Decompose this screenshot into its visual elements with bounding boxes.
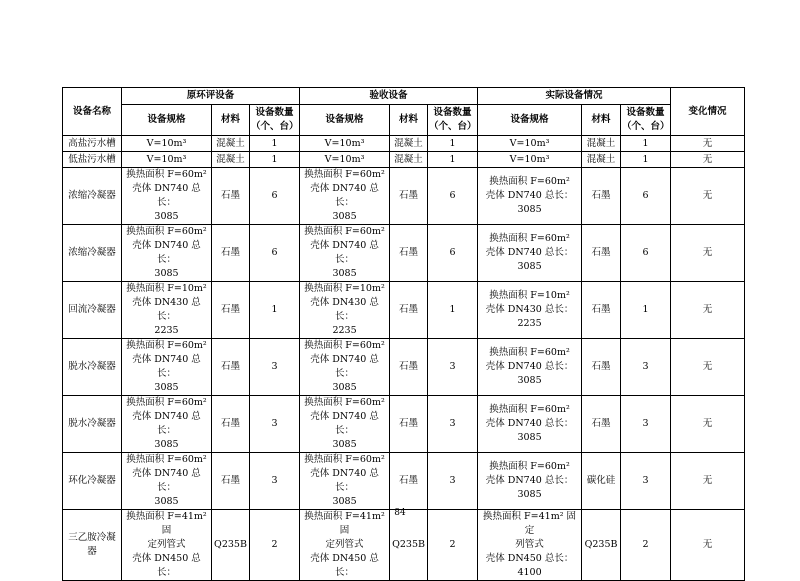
table-row [63, 225, 745, 282]
cell-orig-material: 混凝土 [212, 152, 250, 168]
cell-change: 无 [671, 152, 745, 168]
table-row [63, 136, 745, 152]
cell-orig-spec: 换热面积 F=60m² 壳体 DN740 总长： 3085 [122, 453, 212, 510]
cell-device-name: 脱水冷凝器 [63, 396, 122, 453]
cell-orig-spec: 换热面积 F=41m² 固 定列管式 壳体 DN450 总长： [122, 510, 212, 581]
cell-change: 无 [671, 339, 745, 396]
cell-act-quantity: 3 [621, 396, 671, 453]
cell-change: 无 [671, 510, 745, 581]
cell-orig-quantity: 3 [250, 396, 300, 453]
cell-acc-quantity: 3 [428, 396, 478, 453]
equipment-table [62, 87, 745, 581]
cell-device-name: 浓缩冷凝器 [63, 168, 122, 225]
cell-act-material: 混凝土 [582, 136, 621, 152]
cell-device-name: 低盐污水槽 [63, 152, 122, 168]
cell-acc-material: 石墨 [390, 168, 428, 225]
cell-device-name: 高盐污水槽 [63, 136, 122, 152]
header-orig-quantity: 设备数量 （个、台） [250, 105, 300, 136]
cell-orig-material: 石墨 [212, 225, 250, 282]
cell-orig-quantity: 1 [250, 152, 300, 168]
cell-acc-quantity: 1 [428, 282, 478, 339]
cell-act-quantity: 1 [621, 152, 671, 168]
header-row-columns [63, 105, 745, 136]
cell-acc-quantity: 3 [428, 453, 478, 510]
header-group-acceptance: 验收设备 [300, 88, 478, 105]
cell-orig-spec: 换热面积 F=60m² 壳体 DN740 总长： 3085 [122, 225, 212, 282]
cell-acc-quantity: 1 [428, 136, 478, 152]
cell-act-quantity: 6 [621, 168, 671, 225]
cell-act-material: 石墨 [582, 339, 621, 396]
cell-change: 无 [671, 282, 745, 339]
cell-acc-spec: 换热面积 F=60m² 壳体 DN740 总长： 3085 [300, 339, 390, 396]
cell-device-name: 脱水冷凝器 [63, 339, 122, 396]
cell-orig-quantity: 3 [250, 453, 300, 510]
cell-act-spec: V=10m³ [478, 136, 582, 152]
cell-act-quantity: 6 [621, 225, 671, 282]
cell-act-spec: 换热面积 F=41m² 固定 列管式 壳体 DN450 总长：4100 [478, 510, 582, 581]
cell-orig-quantity: 1 [250, 136, 300, 152]
cell-act-spec: 换热面积 F=60m² 壳体 DN740 总长：3085 [478, 453, 582, 510]
cell-acc-material: 石墨 [390, 282, 428, 339]
cell-device-name: 环化冷凝器 [63, 453, 122, 510]
table-row [63, 396, 745, 453]
table-row [63, 282, 745, 339]
cell-act-spec: 换热面积 F=60m² 壳体 DN740 总长：3085 [478, 339, 582, 396]
cell-act-quantity: 1 [621, 136, 671, 152]
cell-acc-material: 混凝土 [390, 152, 428, 168]
cell-change: 无 [671, 396, 745, 453]
header-device-name: 设备名称 [63, 88, 122, 136]
cell-acc-spec: 换热面积 F=60m² 壳体 DN740 总长： 3085 [300, 225, 390, 282]
cell-acc-quantity: 2 [428, 510, 478, 581]
cell-acc-quantity: 6 [428, 225, 478, 282]
cell-acc-spec: 换热面积 F=60m² 壳体 DN740 总长： 3085 [300, 453, 390, 510]
cell-act-quantity: 2 [621, 510, 671, 581]
cell-orig-spec: V=10m³ [122, 136, 212, 152]
cell-orig-spec: 换热面积 F=10m² 壳体 DN430 总长： 2235 [122, 282, 212, 339]
cell-device-name: 浓缩冷凝器 [63, 225, 122, 282]
cell-change: 无 [671, 453, 745, 510]
header-orig-spec: 设备规格 [122, 105, 212, 136]
cell-act-quantity: 3 [621, 453, 671, 510]
cell-act-spec: V=10m³ [478, 152, 582, 168]
cell-orig-material: 石墨 [212, 339, 250, 396]
cell-acc-material: 石墨 [390, 396, 428, 453]
cell-acc-material: 石墨 [390, 339, 428, 396]
cell-act-material: 石墨 [582, 396, 621, 453]
header-orig-material: 材料 [212, 105, 250, 136]
table-row [63, 152, 745, 168]
cell-change: 无 [671, 168, 745, 225]
table-row [63, 453, 745, 510]
cell-orig-spec: 换热面积 F=60m² 壳体 DN740 总长： 3085 [122, 339, 212, 396]
cell-orig-spec: V=10m³ [122, 152, 212, 168]
cell-orig-quantity: 1 [250, 282, 300, 339]
cell-acc-quantity: 6 [428, 168, 478, 225]
header-acc-quantity: 设备数量 （个、台） [428, 105, 478, 136]
cell-act-quantity: 3 [621, 339, 671, 396]
cell-acc-spec: V=10m³ [300, 152, 390, 168]
cell-orig-quantity: 6 [250, 225, 300, 282]
header-row-groups [63, 88, 745, 105]
cell-acc-quantity: 3 [428, 339, 478, 396]
cell-orig-spec: 换热面积 F=60m² 壳体 DN740 总长： 3085 [122, 396, 212, 453]
table-row [63, 339, 745, 396]
header-act-quantity: 设备数量 （个、台） [621, 105, 671, 136]
cell-device-name: 三乙胺冷凝器 [63, 510, 122, 581]
cell-orig-material: 混凝土 [212, 136, 250, 152]
cell-acc-material: 混凝土 [390, 136, 428, 152]
cell-act-material: 石墨 [582, 168, 621, 225]
cell-act-spec: 换热面积 F=60m² 壳体 DN740 总长：3085 [478, 168, 582, 225]
cell-acc-spec: V=10m³ [300, 136, 390, 152]
header-group-actual: 实际设备情况 [478, 88, 671, 105]
table-row [63, 168, 745, 225]
header-acc-spec: 设备规格 [300, 105, 390, 136]
cell-orig-spec: 换热面积 F=60m² 壳体 DN740 总长： 3085 [122, 168, 212, 225]
cell-act-material: 石墨 [582, 225, 621, 282]
header-act-spec: 设备规格 [478, 105, 582, 136]
cell-acc-material: 石墨 [390, 453, 428, 510]
cell-orig-material: 石墨 [212, 168, 250, 225]
cell-act-material: Q235B [582, 510, 621, 581]
cell-act-quantity: 1 [621, 282, 671, 339]
cell-acc-spec: 换热面积 F=60m² 壳体 DN740 总长： 3085 [300, 396, 390, 453]
cell-acc-spec: 换热面积 F=60m² 壳体 DN740 总长： 3085 [300, 168, 390, 225]
cell-change: 无 [671, 136, 745, 152]
cell-acc-material: Q235B [390, 510, 428, 581]
cell-acc-spec: 换热面积 F=41m² 固 定列管式 壳体 DN450 总长： [300, 510, 390, 581]
cell-orig-material: 石墨 [212, 396, 250, 453]
cell-act-material: 石墨 [582, 282, 621, 339]
header-group-original: 原环评设备 [122, 88, 300, 105]
header-act-material: 材料 [582, 105, 621, 136]
cell-orig-material: 石墨 [212, 453, 250, 510]
cell-orig-material: 石墨 [212, 282, 250, 339]
cell-act-spec: 换热面积 F=60m² 壳体 DN740 总长：3085 [478, 225, 582, 282]
table-row [63, 510, 745, 581]
cell-act-material: 混凝土 [582, 152, 621, 168]
cell-act-spec: 换热面积 F=10m² 壳体 DN430 总长：2235 [478, 282, 582, 339]
cell-device-name: 回流冷凝器 [63, 282, 122, 339]
cell-orig-quantity: 6 [250, 168, 300, 225]
cell-change: 无 [671, 225, 745, 282]
cell-acc-quantity: 1 [428, 152, 478, 168]
cell-acc-spec: 换热面积 F=10m² 壳体 DN430 总长： 2235 [300, 282, 390, 339]
header-change: 变化情况 [671, 88, 745, 136]
cell-orig-material: Q235B [212, 510, 250, 581]
cell-act-spec: 换热面积 F=60m² 壳体 DN740 总长：3085 [478, 396, 582, 453]
header-acc-material: 材料 [390, 105, 428, 136]
cell-act-material: 碳化硅 [582, 453, 621, 510]
cell-orig-quantity: 2 [250, 510, 300, 581]
cell-acc-material: 石墨 [390, 225, 428, 282]
cell-orig-quantity: 3 [250, 339, 300, 396]
page-number: 84 [394, 508, 406, 518]
